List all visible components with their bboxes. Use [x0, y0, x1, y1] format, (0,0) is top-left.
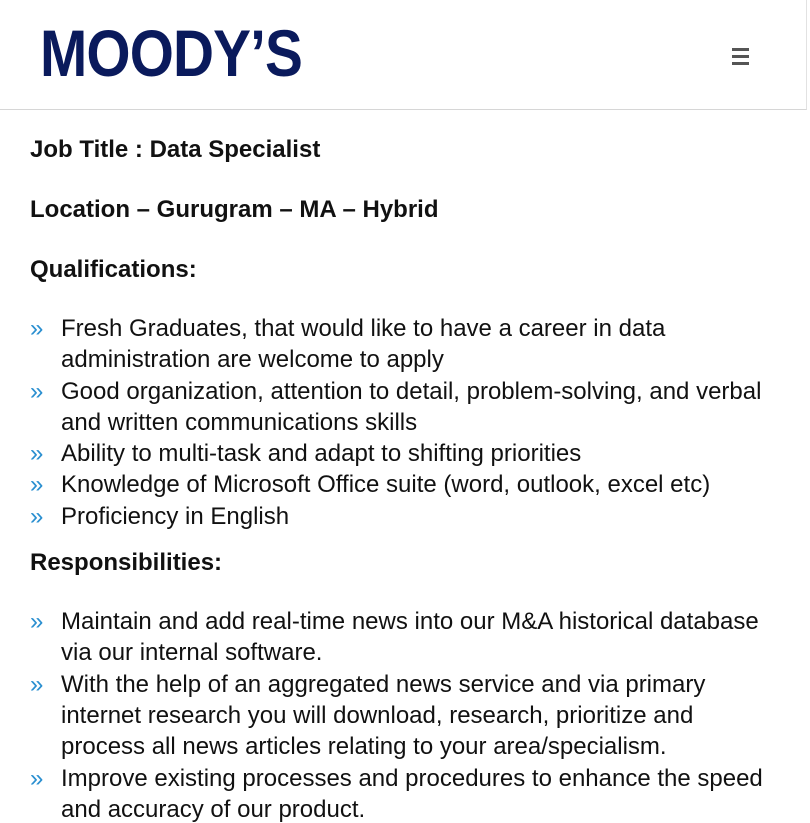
list-item-text: Knowledge of Microsoft Office suite (word, outlook, excel etc) [61, 471, 711, 499]
list-item [30, 469, 800, 500]
hamburger-icon-bar-middle [732, 55, 749, 58]
chevron-right-double-icon: » [30, 502, 44, 530]
responsibilities-list [30, 606, 800, 823]
qualifications-list [30, 313, 800, 532]
list-item [30, 606, 800, 669]
list-item [30, 313, 800, 376]
chevron-right-double-icon: » [30, 764, 44, 792]
chevron-right-double-icon: » [30, 315, 44, 342]
list-item-text: Maintain and add real-time news into our M&A historical database via our internal software. [61, 608, 759, 667]
list-item-text: Good organization, attention to detail, problem-solving, and verbal and written communications skills [61, 377, 762, 436]
list-item-text: Fresh Graduates, that would like to have a career in data administration are welcome to apply [61, 315, 666, 374]
list-item-text: With the help of an aggregated news service and via primary internet research you will download, research, prioritize and process all news articles relating to your area/specialism. [61, 670, 706, 761]
job-location: Location – Gurugram – MA – Hybrid [30, 196, 439, 223]
qualifications-heading: Qualifications: [30, 256, 197, 283]
chevron-right-double-icon: » [30, 608, 44, 636]
list-item [30, 438, 800, 469]
list-item [30, 376, 800, 439]
list-item-text: Proficiency in English [61, 502, 290, 530]
list-item [30, 763, 800, 823]
hamburger-icon-bar-top [732, 48, 749, 51]
chevron-right-double-icon: » [30, 377, 44, 405]
job-title: Job Title : Data Specialist [30, 136, 321, 163]
hamburger-icon-bar-bottom [732, 62, 749, 65]
site-header [0, 0, 807, 110]
chevron-right-double-icon: » [30, 670, 44, 698]
list-item-text: Improve existing processes and procedures to enhance the speed and accuracy of our product. [61, 764, 763, 823]
chevron-right-double-icon: » [30, 471, 44, 499]
list-item [30, 501, 800, 532]
chevron-right-double-icon: » [30, 440, 44, 468]
responsibilities-heading: Responsibilities: [30, 549, 223, 577]
list-item [30, 669, 800, 763]
moodys-logo[interactable]: MOODY’S [40, 16, 303, 90]
list-item-text: Ability to multi-task and adapt to shifting priorities [61, 440, 582, 468]
hamburger-menu-button[interactable] [727, 40, 755, 72]
job-description [30, 133, 800, 823]
